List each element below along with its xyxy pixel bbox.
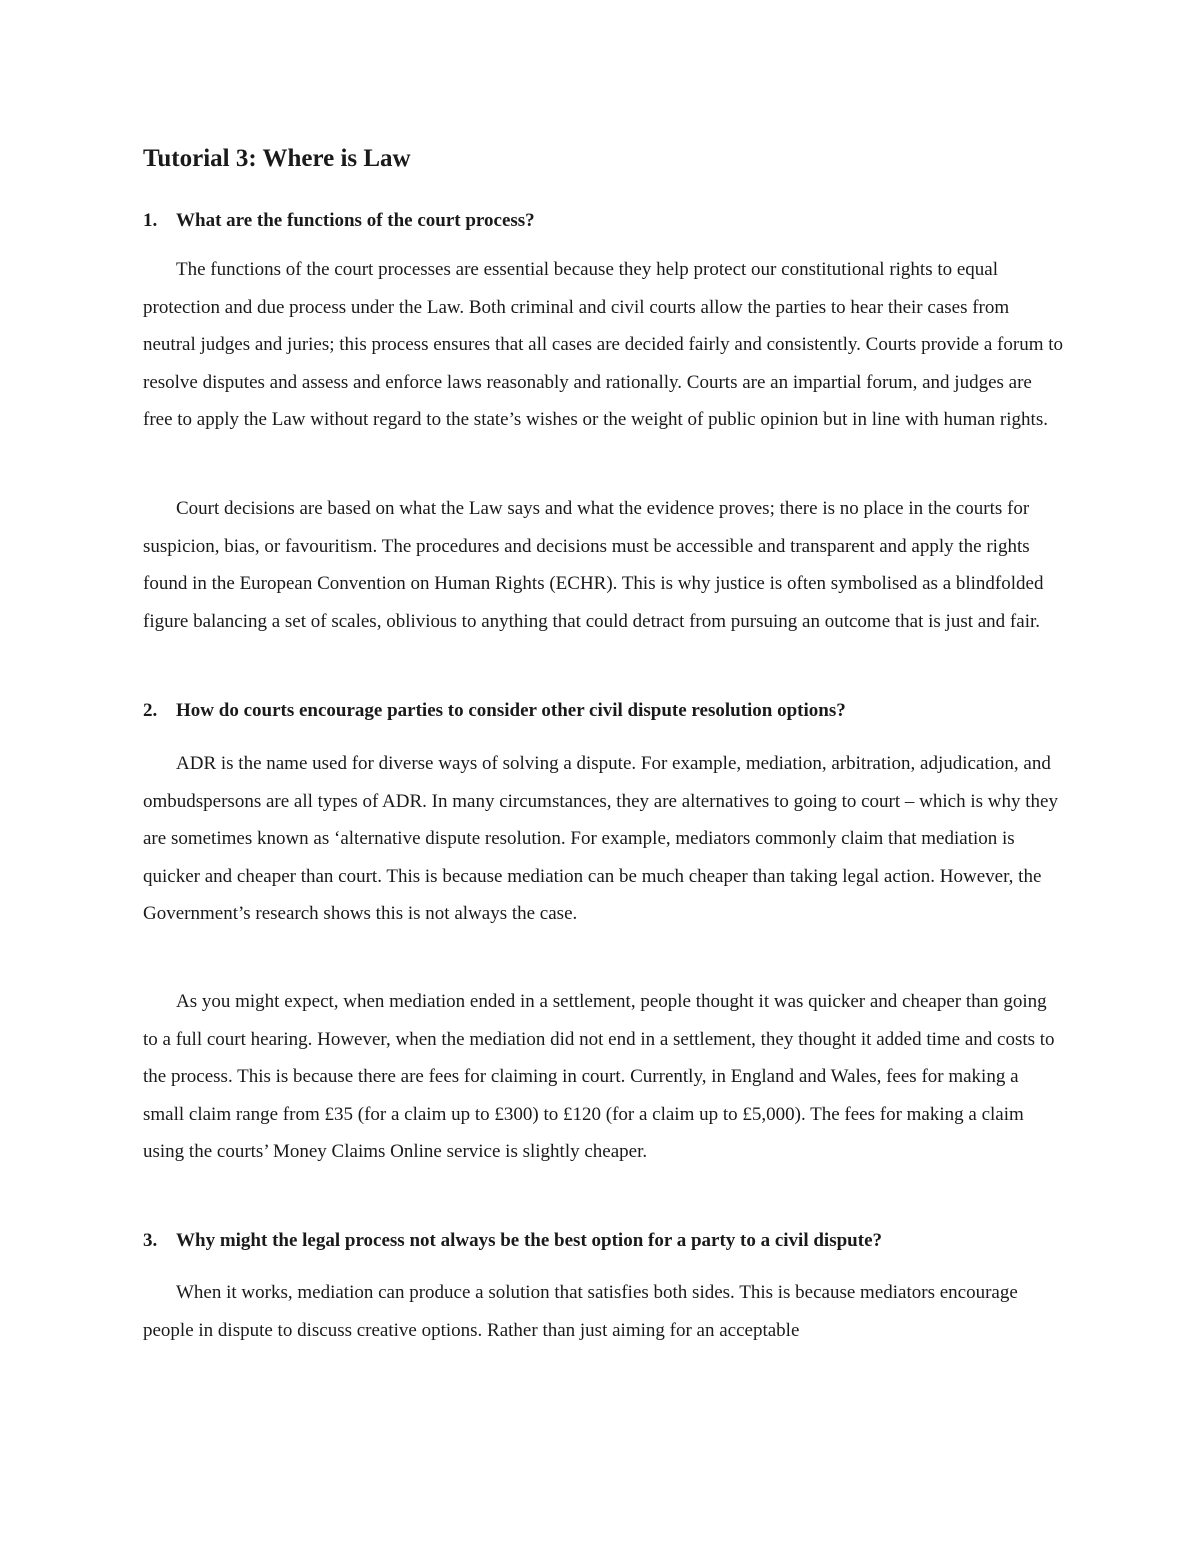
answer-2-paragraph-1: ADR is the name used for diverse ways of solving a dispute. For example, mediation, arbitration, adjudication, and ombudspersons are all types of ADR. In many circumstances, they are alternatives to going to court – which is why they are sometimes known as ‘alternative dispute resolution. For example, mediators commonly claim that mediation is quicker and cheaper than court. This is because mediation can be much cheaper than taking legal action. However, the Government’s research shows this is not always the case. (143, 753, 1058, 924)
question-3-heading (143, 1228, 882, 1254)
question-1-text: What are the functions of the court process? (176, 210, 535, 231)
question-3-text: Why might the legal process not always be the best option for a party to a civil dispute? (176, 1230, 882, 1251)
question-1-heading (143, 208, 535, 234)
document-title: Tutorial 3: Where is Law (143, 145, 411, 172)
question-2-text: How do courts encourage parties to consider other civil dispute resolution options? (176, 700, 846, 721)
question-2-number: 2. (143, 700, 158, 721)
answer-1-paragraph-1: The functions of the court processes are essential because they help protect our constitutional rights to equal protection and due process under the Law. Both criminal and civil courts allow the parties to hear their cases from neutral judges and juries; this process ensures that all cases are decided fairly and consistently. Courts provide a forum to resolve disputes and assess and enforce laws reasonably and rationally. Courts are an impartial forum, and judges are free to apply the Law without regard to the state’s wishes or the weight of public opinion but in line with human rights. (143, 259, 1064, 430)
answer-2-paragraph-2: As you might expect, when mediation ended in a settlement, people thought it was quicker and cheaper than going to a full court hearing. However, when the mediation did not end in a settlement, they thought it added time and costs to the process. This is because there are fees for claiming in court. Currently, in England and Wales, fees for making a small claim range from £35 (for a claim up to £300) to £120 (for a claim up to £5,000). The fees for making a claim using the courts’ Money Claims Online service is slightly cheaper. (143, 991, 1055, 1162)
question-2-heading (143, 698, 846, 724)
answer-3-paragraph-1: When it works, mediation can produce a solution that satisfies both sides. This is because mediators encourage people in dispute to discuss creative options. Rather than just aiming for an acceptable (143, 1282, 1018, 1341)
answer-1-paragraph-2: Court decisions are based on what the Law says and what the evidence proves; there is no place in the courts for suspicion, bias, or favouritism. The procedures and decisions must be accessible and transparent and apply the rights found in the European Convention on Human Rights (ECHR). This is why justice is often symbolised as a blindfolded figure balancing a set of scales, oblivious to anything that could detract from pursuing an outcome that is just and fair. (143, 498, 1044, 632)
question-3-number: 3. (143, 1230, 158, 1251)
question-1-number: 1. (143, 210, 158, 231)
